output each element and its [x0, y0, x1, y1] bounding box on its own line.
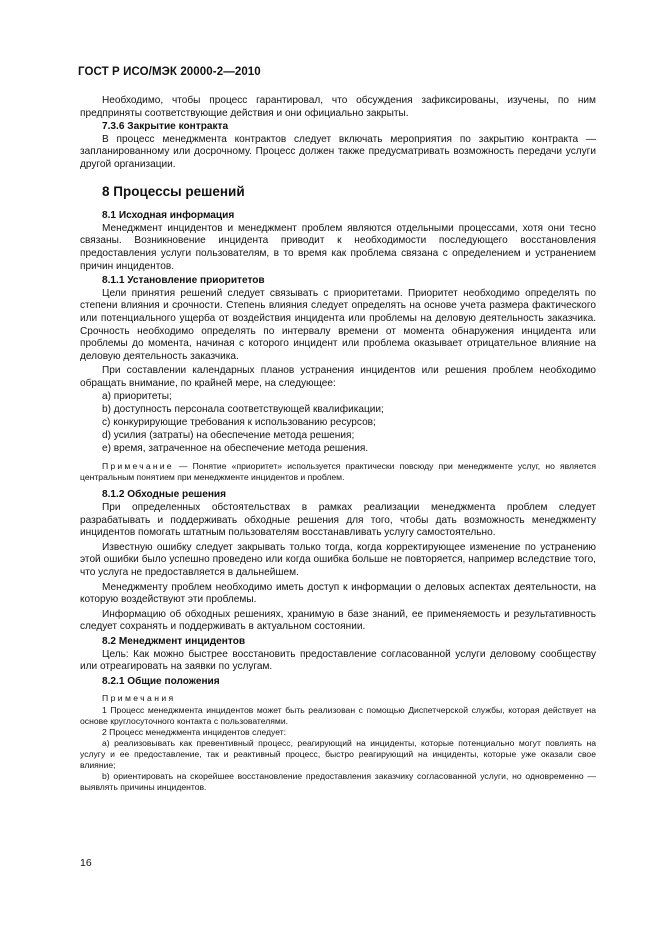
paragraph-8-1: Менеджмент инцидентов и менеджмент проблем являются отдельными процессами, хотя они тесно связаны. Возникновение инцидента приводит к необходимости последующего восстановления предоставления услуги пользователям, в то время как проблема связана с определением и устранением причин инцидентов. — [80, 222, 596, 272]
paragraph-8-1-2-c: Менеджменту проблем необходимо иметь доступ к информации о деловых аспектах деятельности, на которую воздействуют эти проблемы. — [80, 581, 596, 606]
document-body — [80, 95, 596, 793]
heading-7-3-6: 7.3.6 Закрытие контракта — [102, 121, 229, 133]
paragraph-8-1-1-a: Цели принятия решений следует связывать с приоритетами. Приоритет необходимо определять по степени влияния и срочности. Степень влияния следует определять на основе учета размера фактического или потенциального ущерба от воздействия инцидента или проблемы на деловую деятельность заказчика. Срочность необходимо определять по интервалу времени от момента обнаружения инцидента или проблемы до момента, начиная с которого инцидент или проблема оказывает отрицательное влияние на деловую деятельность заказчика. — [80, 287, 596, 362]
paragraph-8-1-1-b: При составлении календарных планов устранения инцидентов или решения проблем необходимо обращать внимание, по крайней мере, на следующее: — [80, 365, 596, 389]
list-item: b) доступность персонала соответствующей квалификации; — [102, 404, 384, 416]
page-number: 16 — [80, 857, 92, 869]
note-2-a: a) реализовывать как превентивный процесс, реагирующий на инциденты, которые потенциально могут повлиять на услугу и ее предоставление, так и реактивный процесс, быстро реагирующий на инциденты, которые уже оказали свое влияние; — [80, 738, 596, 771]
paragraph-8-1-2-d: Информацию об обходных решениях, хранимую в базе знаний, ее применяемость и результативность следует сохранять и поддерживать в актуальном состоянии. — [80, 608, 596, 633]
note-2-b: b) ориентировать на скорейшее восстановление предоставления заказчику согласованной услуги, но одновременно — выявлять причины инцидентов. — [80, 771, 596, 793]
heading-8-2-1: 8.2.1 Общие положения — [102, 675, 220, 687]
heading-8: 8 Процессы решений — [102, 183, 245, 199]
list-item: a) приоритеты; — [102, 391, 172, 403]
paragraph-8-1-2-a: При определенных обстоятельствах в рамках реализации менеджмента проблем следует разрабатывать и поддерживать обходные решения для того, чтобы дать возможность менеджменту инцидентов помогать штатным пользователям восстанавливать услугу самостоятельно. — [80, 502, 596, 539]
priority-list — [80, 390, 596, 455]
note-2: 2 Процесс менеджмента инцидентов следует: — [102, 727, 287, 738]
heading-8-1-2: 8.1.2 Обходные решения — [102, 489, 227, 501]
note-1: 1 Процесс менеджмента инцидентов может быть реализован с помощью Диспетчерской службы, которая действует на основе круглосуточного контакта с пользователями. — [80, 705, 596, 727]
note-priority — [80, 461, 596, 483]
list-item: e) время, затраченное на обеспечение метода решения. — [102, 443, 369, 455]
note-label: Примечание — [102, 461, 174, 472]
heading-8-1-1: 8.1.1 Установление приоритетов — [102, 275, 265, 287]
notes-block — [80, 693, 596, 793]
intro-paragraph: Необходимо, чтобы процесс гарантировал, что обсуждения зафиксированы, изучены, по ним предприняты соответствующие действия и они официально закрыты. — [80, 95, 596, 119]
list-item: c) конкурирующие требования к использованию ресурсов; — [102, 417, 376, 429]
paragraph-7-3-6: В процесс менеджмента контрактов следует включать мероприятия по закрытию контракта — запланированному или досрочному. Процесс должен также предусматривать возможность передачи услуги другой организации. — [80, 133, 596, 170]
paragraph-8-2: Цель: Как можно быстрее восстановить предоставление согласованной услуги деловому сообществу или отреагировать на заявки по услугам. — [80, 648, 596, 673]
document-header: ГОСТ Р ИСО/МЭК 20000-2—2010 — [78, 66, 261, 78]
list-item: d) усилия (затраты) на обеспечение метода решения; — [102, 430, 355, 442]
note-text: — Понятие «приоритет» используется практически повсюду при менеджменте услуг, но является центральным понятием при менеджменте инцидентов и проблем. — [80, 461, 596, 483]
heading-8-1: 8.1 Исходная информация — [102, 210, 235, 222]
notes-title: Примечания — [102, 693, 176, 704]
paragraph-8-1-2-b: Известную ошибку следует закрывать только тогда, когда корректирующее изменение по устранению этой ошибки было успешно проведено или когда ошибка больше не повторяется, например вследствие того, что услуга не предоставляется в дальнейшем. — [80, 541, 596, 579]
heading-8-2: 8.2 Менеджмент инцидентов — [102, 636, 246, 647]
